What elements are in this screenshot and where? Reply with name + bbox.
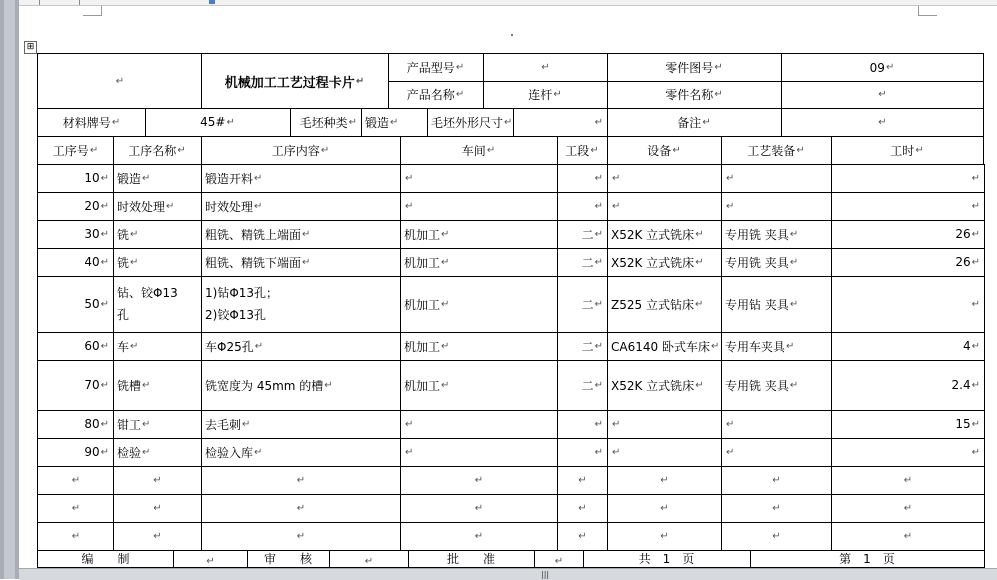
- row-section[interactable]: [557, 332, 608, 361]
- empty-cell[interactable]: [400, 466, 558, 495]
- row-equipment[interactable]: [607, 164, 722, 193]
- paragraph-mark: ↵: [142, 379, 151, 391]
- row-tooling[interactable]: [721, 276, 832, 333]
- cell-text: 26: [955, 227, 971, 241]
- paragraph-mark: ↵: [254, 172, 263, 184]
- cell-text: 20: [84, 199, 100, 213]
- row-hours[interactable]: [831, 332, 985, 361]
- paragraph-mark: ↵: [324, 379, 333, 391]
- cell-text: 机加工: [404, 227, 441, 242]
- empty-cell[interactable]: [607, 494, 722, 523]
- paragraph-mark: ↵: [254, 200, 263, 212]
- paragraph-mark: ↵: [660, 502, 669, 514]
- cell-text: 60: [84, 339, 100, 353]
- paragraph-mark: ↵: [971, 379, 980, 391]
- paragraph-mark: ↵: [971, 298, 980, 310]
- empty-cell[interactable]: [557, 522, 608, 551]
- paragraph-mark: ↵: [405, 418, 414, 430]
- row-tooling[interactable]: [721, 164, 832, 193]
- paragraph-mark: ↵: [302, 228, 311, 240]
- empty-cell[interactable]: [400, 494, 558, 523]
- cell-text: 2)铰Φ13孔: [205, 308, 267, 322]
- empty-cell[interactable]: [37, 466, 114, 495]
- ruler-tick: [79, 0, 80, 5]
- cell-text: 铣宽度为 45mm 的槽: [205, 378, 324, 393]
- paragraph-mark: ↵: [142, 172, 151, 184]
- paragraph-mark: ↵: [594, 228, 603, 240]
- empty-cell[interactable]: [607, 466, 722, 495]
- horizontal-scrollbar[interactable]: [19, 568, 997, 580]
- row-equipment[interactable]: [607, 360, 722, 411]
- cell-text: 1)钻Φ13孔；: [205, 286, 279, 300]
- text-cursor-mark: [511, 34, 513, 36]
- row-hours[interactable]: [831, 164, 985, 193]
- cell-text: 70: [84, 378, 100, 392]
- row-workshop[interactable]: [400, 192, 558, 221]
- row-process-content[interactable]: [201, 248, 401, 277]
- cell-text: 检验: [117, 445, 142, 460]
- empty-cell[interactable]: [607, 522, 722, 551]
- row-hours[interactable]: [831, 410, 985, 439]
- left-ruler: [0, 0, 19, 579]
- cell-text: 去毛刺: [205, 417, 242, 432]
- cell-text: 专用铣 夹具: [725, 255, 789, 270]
- paragraph-mark: ↵: [789, 228, 799, 240]
- paragraph-mark: ↵: [100, 200, 109, 212]
- indent-marker[interactable]: [209, 0, 215, 4]
- row-process-no[interactable]: [37, 332, 114, 361]
- paragraph-mark: ↵: [971, 256, 980, 268]
- paragraph-mark: ↵: [726, 172, 735, 184]
- blank-type-label: 毛坯种类 ↵: [290, 108, 362, 137]
- col-header-tooling: 工艺装备 ↵: [721, 136, 832, 165]
- cell-text: 孔: [117, 308, 130, 322]
- paragraph-mark: ↵: [100, 379, 109, 391]
- paragraph-mark: ↵: [100, 298, 109, 310]
- paragraph-mark: ↵: [578, 502, 587, 514]
- row-process-no[interactable]: [37, 220, 114, 249]
- cell-text: X52K 立式铣床: [611, 227, 695, 242]
- row-tooling[interactable]: [721, 332, 832, 361]
- paragraph-mark: ↵: [441, 379, 450, 391]
- row-workshop[interactable]: [400, 410, 558, 439]
- paragraph-mark: ↵: [142, 446, 151, 458]
- row-tooling[interactable]: [721, 410, 832, 439]
- row-tooling[interactable]: [721, 192, 832, 221]
- paragraph-mark: ↵: [71, 502, 81, 514]
- footer-text: 编 制: [81, 552, 130, 566]
- paragraph-mark: ↵: [130, 340, 139, 352]
- paragraph-mark: ↵: [612, 418, 621, 430]
- row-tooling[interactable]: [721, 220, 832, 249]
- row-process-name[interactable]: [113, 332, 202, 361]
- cell-text: 机加工: [404, 255, 441, 270]
- row-end-marks: [984, 40, 997, 568]
- paragraph-mark: ↵: [612, 446, 621, 458]
- row-tooling[interactable]: [721, 438, 832, 467]
- cell-text: 二: [581, 339, 594, 354]
- paragraph-mark: ↵: [296, 530, 306, 542]
- paragraph-mark: ↵: [130, 256, 139, 268]
- cell-text: 钳工: [117, 417, 142, 432]
- cell-text: 10: [84, 171, 100, 185]
- row-section[interactable]: [557, 192, 608, 221]
- paragraph-mark: ↵: [971, 340, 980, 352]
- paragraph-mark: ↵: [153, 530, 162, 542]
- paragraph-mark: ↵: [578, 530, 587, 542]
- row-process-content[interactable]: [201, 438, 401, 467]
- cell-text: 铣: [117, 227, 130, 242]
- paragraph-mark: ↵: [302, 256, 311, 268]
- cell-text: Z525 立式钻床: [611, 297, 694, 312]
- cell-text: 二: [581, 378, 594, 393]
- part-drawing-label: 零件图号 ↵: [607, 53, 782, 82]
- paragraph-mark: ↵: [789, 379, 799, 391]
- footer-text: 批 准: [446, 552, 495, 566]
- cell-text: 时效处理: [205, 199, 254, 214]
- row-hours[interactable]: [831, 220, 985, 249]
- material-value[interactable]: 45# ↵: [145, 108, 291, 137]
- paragraph-mark: ↵: [594, 379, 603, 391]
- cell-text: 粗铣、精铣下端面: [205, 255, 302, 270]
- cell-text: 车: [117, 339, 130, 354]
- row-equipment[interactable]: [607, 248, 722, 277]
- cell-text: 专用钻 夹具: [725, 297, 789, 312]
- row-process-name[interactable]: [113, 192, 202, 221]
- row-section[interactable]: [557, 220, 608, 249]
- row-equipment[interactable]: [607, 332, 722, 361]
- paragraph-mark: ↵: [405, 446, 414, 458]
- col-header-equipment: 设备 ↵: [607, 136, 722, 165]
- row-equipment[interactable]: [607, 410, 722, 439]
- empty-cell[interactable]: [37, 522, 114, 551]
- cell-text: CA6140 卧式车床: [611, 339, 710, 354]
- paragraph-mark: ↵: [100, 446, 109, 458]
- cell-text: 机加工: [404, 378, 441, 393]
- row-process-no[interactable]: [37, 360, 114, 411]
- cell-text: 2.4: [951, 378, 971, 392]
- row-workshop[interactable]: [400, 360, 558, 411]
- row-workshop[interactable]: [400, 220, 558, 249]
- paragraph-mark: ↵: [726, 418, 735, 430]
- row-process-no[interactable]: [37, 192, 114, 221]
- col-header-workshop: 车间 ↵: [400, 136, 558, 165]
- empty-cell[interactable]: [557, 494, 608, 523]
- cell-text: 90: [84, 445, 100, 459]
- row-hours[interactable]: [831, 248, 985, 277]
- cell-text: 铣槽: [117, 378, 142, 393]
- paragraph-mark: ↵: [100, 228, 109, 240]
- paragraph-mark: ↵: [364, 556, 374, 567]
- paragraph-mark: ↵: [578, 474, 587, 486]
- empty-cell[interactable]: [201, 494, 401, 523]
- col-header-process-no: 工序号 ↵: [37, 136, 114, 165]
- row-section[interactable]: [557, 360, 608, 411]
- row-hours[interactable]: [831, 192, 985, 221]
- row-tooling[interactable]: [721, 360, 832, 411]
- part-name-label: 零件名称 ↵: [607, 81, 782, 109]
- row-workshop[interactable]: [400, 276, 558, 333]
- row-section[interactable]: [557, 248, 608, 277]
- product-name-label: 产品名称 ↵: [388, 81, 484, 109]
- paragraph-mark: ↵: [612, 172, 621, 184]
- paragraph-mark: ↵: [971, 446, 980, 458]
- cell-text: 钻、铰Φ13: [117, 286, 178, 300]
- empty-cell[interactable]: [721, 522, 832, 551]
- row-process-name[interactable]: [113, 248, 202, 277]
- row-process-content[interactable]: [201, 410, 401, 439]
- paragraph-mark: ↵: [594, 418, 603, 430]
- row-process-content[interactable]: [201, 276, 401, 333]
- row-section[interactable]: [557, 164, 608, 193]
- cell-text: 80: [84, 417, 100, 431]
- paragraph-mark: ↵: [971, 200, 980, 212]
- empty-cell[interactable]: [113, 494, 202, 523]
- paragraph-mark: ↵: [153, 502, 162, 514]
- paragraph-mark: ↵: [594, 298, 603, 310]
- blank-type-value[interactable]: 锻造 ↵: [361, 108, 428, 137]
- footer-compiled-value[interactable]: [173, 550, 248, 568]
- paragraph-mark: ↵: [474, 474, 484, 486]
- paragraph-mark: ↵: [772, 502, 781, 514]
- paragraph-mark: ↵: [789, 298, 799, 310]
- paragraph-mark: ↵: [695, 379, 704, 391]
- footer-approved-value[interactable]: [534, 550, 584, 568]
- empty-cell[interactable]: [831, 466, 985, 495]
- cell-text: X52K 立式铣床: [611, 255, 695, 270]
- cell-text: 检验入库: [205, 445, 254, 460]
- cell-text: X52K 立式铣床: [611, 378, 695, 393]
- paragraph-mark: ↵: [254, 340, 264, 352]
- paragraph-mark: ↵: [772, 474, 781, 486]
- margin-corner-left: [83, 6, 102, 16]
- paragraph-mark: ↵: [441, 340, 450, 352]
- row-section[interactable]: [557, 438, 608, 467]
- row-process-content[interactable]: [201, 360, 401, 411]
- row-process-name[interactable]: [113, 164, 202, 193]
- cell-text: 铣: [117, 255, 130, 270]
- footer-total-pages: [583, 550, 751, 568]
- paragraph-mark: ↵: [694, 298, 704, 310]
- empty-cell[interactable]: [37, 494, 114, 523]
- empty-cell[interactable]: [557, 466, 608, 495]
- paragraph-mark: ↵: [660, 474, 669, 486]
- paragraph-mark: ↵: [254, 446, 263, 458]
- footer-reviewed-label: [247, 550, 330, 568]
- col-header-process-name: 工序名称 ↵: [113, 136, 202, 165]
- row-process-no[interactable]: [37, 438, 114, 467]
- row-section[interactable]: [557, 276, 608, 333]
- row-process-no[interactable]: [37, 164, 114, 193]
- paragraph-mark: ↵: [100, 340, 109, 352]
- paragraph-mark: ↵: [772, 530, 781, 542]
- product-model-value[interactable]: ↵: [483, 53, 608, 82]
- cell-text: 4: [962, 339, 971, 353]
- paragraph-mark: ↵: [612, 200, 621, 212]
- paragraph-mark: ↵: [166, 200, 175, 212]
- row-process-content[interactable]: [201, 164, 401, 193]
- cell-text: 40: [84, 255, 100, 269]
- paragraph-mark: ↵: [474, 530, 484, 542]
- blank-size-label: 毛坯外形尺寸 ↵: [427, 108, 514, 137]
- row-process-content[interactable]: [201, 192, 401, 221]
- remarks-label: 备注 ↵: [607, 108, 782, 137]
- cell-text: 二: [581, 297, 594, 312]
- paragraph-mark: ↵: [594, 172, 603, 184]
- paragraph-mark: ↵: [971, 172, 980, 184]
- row-workshop[interactable]: [400, 438, 558, 467]
- row-equipment[interactable]: [607, 220, 722, 249]
- empty-cell[interactable]: [201, 466, 401, 495]
- paragraph-mark: ↵: [726, 200, 735, 212]
- paragraph-mark: ↵: [142, 418, 151, 430]
- paragraph-mark: ↵: [441, 256, 450, 268]
- footer-text: 审 核: [263, 552, 312, 566]
- paragraph-mark: ↵: [296, 474, 306, 486]
- top-ruler[interactable]: [19, 0, 997, 6]
- product-name-value[interactable]: 连杆 ↵: [483, 81, 608, 109]
- row-equipment[interactable]: [607, 438, 722, 467]
- paragraph-mark: ↵: [903, 502, 913, 514]
- paragraph-mark: ↵: [726, 446, 735, 458]
- row-section[interactable]: [557, 410, 608, 439]
- paragraph-mark: ↵: [695, 256, 704, 268]
- paragraph-mark: ↵: [789, 256, 799, 268]
- header-blank-cell[interactable]: ↵: [37, 53, 202, 109]
- row-process-name[interactable]: [113, 410, 202, 439]
- cell-text: 二: [581, 255, 594, 270]
- row-process-no[interactable]: [37, 248, 114, 277]
- part-name-value[interactable]: ↵: [781, 81, 984, 109]
- row-process-name[interactable]: [113, 276, 202, 333]
- row-tooling[interactable]: [721, 248, 832, 277]
- empty-cell[interactable]: [721, 466, 832, 495]
- paragraph-mark: ↵: [594, 256, 603, 268]
- empty-cell[interactable]: [721, 494, 832, 523]
- empty-cell[interactable]: [113, 466, 202, 495]
- paragraph-mark: ↵: [296, 502, 306, 514]
- row-hours[interactable]: [831, 360, 985, 411]
- empty-cell[interactable]: [831, 522, 985, 551]
- paragraph-mark: ↵: [695, 228, 704, 240]
- paragraph-mark: ↵: [441, 298, 450, 310]
- cell-text: 二: [581, 227, 594, 242]
- paragraph-mark: ↵: [971, 418, 980, 430]
- footer-text: 共 1 页: [638, 552, 695, 566]
- cell-text: 机加工: [404, 297, 441, 312]
- footer-compiled-label: [37, 550, 174, 568]
- paragraph-mark: ↵: [405, 200, 414, 212]
- paragraph-mark: ↵: [786, 340, 795, 352]
- row-process-name[interactable]: [113, 220, 202, 249]
- card-title: 机械加工工艺过程卡片 ↵: [201, 53, 389, 109]
- row-workshop[interactable]: [400, 248, 558, 277]
- paragraph-mark: ↵: [474, 502, 484, 514]
- paragraph-mark: ↵: [903, 474, 913, 486]
- paragraph-mark: ↵: [441, 228, 450, 240]
- row-process-name[interactable]: [113, 360, 202, 411]
- row-hours[interactable]: [831, 438, 985, 467]
- cell-text: 专用铣 夹具: [725, 227, 789, 242]
- paragraph-mark: ↵: [660, 530, 669, 542]
- table-move-handle-icon[interactable]: ⊞: [24, 41, 37, 54]
- paragraph-mark: ↵: [130, 228, 139, 240]
- empty-cell[interactable]: [831, 494, 985, 523]
- paragraph-mark: ↵: [710, 340, 720, 352]
- cell-text: 50: [84, 297, 100, 311]
- paragraph-mark: ↵: [242, 418, 251, 430]
- paragraph-mark: ↵: [554, 556, 564, 567]
- row-workshop[interactable]: [400, 164, 558, 193]
- row-process-content[interactable]: [201, 220, 401, 249]
- col-header-section: 工段 ↵: [557, 136, 608, 165]
- paragraph-mark: ↵: [903, 530, 913, 542]
- ruler-tick: [39, 0, 40, 5]
- paragraph-mark: ↵: [594, 446, 603, 458]
- paragraph-mark: ↵: [405, 172, 414, 184]
- row-process-no[interactable]: [37, 276, 114, 333]
- footer-approved-label: [408, 550, 535, 568]
- paragraph-mark: ↵: [71, 530, 81, 542]
- paragraph-mark: ↵: [206, 556, 215, 567]
- cell-text: 26: [955, 255, 971, 269]
- part-drawing-value[interactable]: 09 ↵: [781, 53, 984, 82]
- row-workshop[interactable]: [400, 332, 558, 361]
- cell-text: 15: [955, 417, 971, 431]
- col-header-hours: 工时 ↵: [831, 136, 984, 165]
- paragraph-mark: ↵: [100, 418, 109, 430]
- paragraph-mark: ↵: [594, 200, 603, 212]
- paragraph-mark: ↵: [71, 474, 81, 486]
- footer-page-no: [750, 550, 985, 568]
- paragraph-mark: ↵: [153, 474, 162, 486]
- paragraph-mark: ↵: [100, 172, 109, 184]
- col-header-process-content: 工序内容 ↵: [201, 136, 401, 165]
- product-model-label: 产品型号 ↵: [388, 53, 484, 82]
- left-ruler-track: [4, 0, 15, 579]
- empty-cell[interactable]: [113, 522, 202, 551]
- cell-text: 车Φ25孔: [205, 339, 254, 354]
- margin-corner-right: [918, 6, 937, 16]
- row-hours[interactable]: [831, 276, 985, 333]
- cell-text: 粗铣、精铣上端面: [205, 227, 302, 242]
- paragraph-mark: ↵: [971, 228, 980, 240]
- paragraph-mark: ↵: [100, 256, 109, 268]
- cell-text: 专用车夹具: [725, 339, 786, 354]
- row-process-no[interactable]: [37, 410, 114, 439]
- row-equipment[interactable]: [607, 276, 722, 333]
- remarks-value[interactable]: ↵: [781, 108, 984, 137]
- cell-text: 锻造: [117, 171, 142, 186]
- blank-size-value[interactable]: ↵: [513, 108, 608, 137]
- footer-text: 第 1 页: [839, 552, 895, 566]
- cell-text: 专用铣 夹具: [725, 378, 789, 393]
- row-equipment[interactable]: [607, 192, 722, 221]
- cell-text: 时效处理: [117, 199, 166, 214]
- paragraph-mark: ↵: [594, 340, 603, 352]
- cell-text: 30: [84, 227, 100, 241]
- empty-cell[interactable]: [400, 522, 558, 551]
- scrollbar-grip-icon[interactable]: |||: [541, 570, 550, 579]
- footer-reviewed-value[interactable]: [329, 550, 409, 568]
- row-process-content[interactable]: [201, 332, 401, 361]
- cell-text: 锻造开料: [205, 171, 254, 186]
- row-process-name[interactable]: [113, 438, 202, 467]
- empty-cell[interactable]: [201, 522, 401, 551]
- cell-text: 机加工: [404, 339, 441, 354]
- material-label: 材料牌号 ↵: [37, 108, 146, 137]
